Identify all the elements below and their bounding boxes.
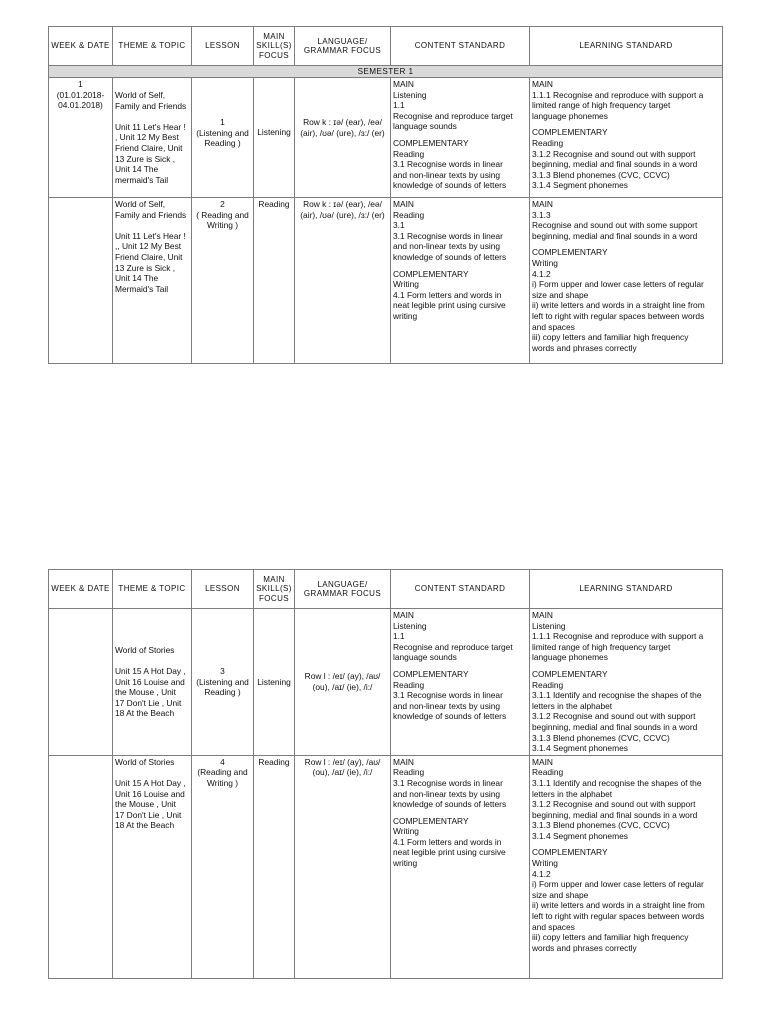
- header-row: [49, 570, 723, 609]
- header-learning: LEARNING STANDARD: [530, 570, 723, 609]
- header-lesson: LESSON: [192, 27, 254, 66]
- skill-cell: Listening: [254, 609, 295, 756]
- theme-cell: World of Self, Family and Friends Unit 11 Let's Hear ! ,, Unit 12 My Best Friend Claire, Unit 13 Zure is Sick , Unit 14 The Mermaid's Tail: [113, 198, 192, 364]
- theme-cell: World of Self, Family and Friends Unit 11 Let's Hear ! , Unit 12 My Best Friend Claire, Unit 13 Zure is Sick , Unit 14 The mermaid's Tail: [113, 78, 192, 198]
- table-row: [49, 609, 723, 756]
- skill-cell: Reading: [254, 755, 295, 978]
- learning-standard-cell: [530, 198, 723, 364]
- header-language: LANGUAGE/ GRAMMAR FOCUS: [295, 27, 391, 66]
- week-cell: 1 (01.01.2018- 04.01.2018): [49, 78, 113, 198]
- learning-main: MAIN 1.1.1 Recognise and reproduce with support a limited range of high frequency target language phonemes: [532, 79, 704, 121]
- lesson-cell: 2 ( Reading and Writing ): [192, 198, 254, 364]
- content-complementary: COMPLEMENTARY Reading 3.1 Recognise words in linear and non-linear texts by using knowledge of sounds of letters: [393, 137, 507, 191]
- content-main: MAIN Reading 3.1 3.1 Recognise words in linear and non-linear texts by using knowledge of sounds of letters: [393, 199, 507, 262]
- week-cell-empty: [49, 198, 113, 364]
- learning-main: MAIN 3.1.3 Recognise and sound out with some support beginning, medial and final sounds in a word: [532, 199, 698, 241]
- content-complementary: COMPLEMENTARY Writing 4.1 Form letters and words in neat legible print using cursive writing: [393, 815, 506, 869]
- language-cell: Row k : ɪə/ (ear), /eə/ (air), /ʊə/ (ure), /ɜ:/ (er): [295, 78, 391, 198]
- table-row: [49, 755, 723, 978]
- lesson-cell: 3 (Listening and Reading ): [192, 609, 254, 756]
- content-main: MAIN Listening 1.1 Recognise and reproduce target language sounds: [393, 79, 513, 132]
- lesson-plan-table-1: [48, 26, 723, 364]
- learning-standard-cell: [530, 755, 723, 978]
- content-standard-cell: [391, 198, 530, 364]
- theme-cell: World of Stories Unit 15 A Hot Day , Unit 16 Louise and the Mouse , Unit 17 Don't Lie , Unit 18 At the Beach: [113, 609, 192, 756]
- learning-main: MAIN Listening 1.1.1 Recognise and reproduce with support a limited range of high frequency target language phonemes: [532, 610, 704, 663]
- header-skill: MAIN SKILL(S) FOCUS: [254, 27, 295, 66]
- theme-cell: World of Stories Unit 15 A Hot Day , Unit 16 Louise and the Mouse , Unit 17 Don't Lie , Unit 18 At the Beach: [113, 755, 192, 978]
- skill-cell: Reading: [254, 198, 295, 364]
- header-theme: THEME & TOPIC: [113, 570, 192, 609]
- learning-main: MAIN Reading 3.1.1 Identify and recognise the shapes of the letters in the alphabet 3.1.2 Recognise and sound out with support beginning, medial and final sounds in a word 3.1.3 Blend phonemes (CVC, CCVC) 3.1.4 Segment phonemes: [532, 756, 702, 841]
- learning-standard-cell: [530, 609, 723, 756]
- learning-complementary: COMPLEMENTARY Writing 4.1.2 i) Form upper and lower case letters of regular size and shape ii) write letters and words in a straight line from left to right with regular spaces between words and spaces iii) copy letters and familiar high frequency words and phrases correctly: [532, 247, 705, 353]
- semester-row: [49, 66, 723, 78]
- header-week: WEEK & DATE: [49, 27, 113, 66]
- language-cell: Row k : ɪə/ (ear), /eə/ (air), /ʊə/ (ure), /ɜ:/ (er): [295, 198, 391, 364]
- learning-standard-cell: [530, 78, 723, 198]
- learning-complementary: COMPLEMENTARY Reading 3.1.2 Recognise and sound out with support beginning, medial and final sounds in a word 3.1.3 Blend phonemes (CVC, CCVC) 3.1.4 Segment phonemes: [532, 127, 698, 191]
- content-main: MAIN Listening 1.1 Recognise and reproduce target language sounds: [393, 610, 513, 663]
- header-language: LANGUAGE/ GRAMMAR FOCUS: [295, 570, 391, 609]
- header-theme: THEME & TOPIC: [113, 27, 192, 66]
- content-complementary: COMPLEMENTARY Reading 3.1 Recognise words in linear and non-linear texts by using knowledge of sounds of letters: [393, 668, 507, 722]
- header-content: CONTENT STANDARD: [391, 570, 530, 609]
- header-content: CONTENT STANDARD: [391, 27, 530, 66]
- content-standard-cell: [391, 755, 530, 978]
- week-cell-empty: [49, 755, 113, 978]
- table-row: [49, 198, 723, 364]
- header-skill: MAIN SKILL(S) FOCUS: [254, 570, 295, 609]
- header-lesson: LESSON: [192, 570, 254, 609]
- content-standard-cell: [391, 78, 530, 198]
- learning-complementary: COMPLEMENTARY Writing 4.1.2 i) Form upper and lower case letters of regular size and shape ii) write letters and words in a straight line from left to right with regular spaces between words and spaces iii) copy letters and familiar high frequency words and phrases correctly: [532, 847, 705, 953]
- week-cell-empty: [49, 609, 113, 756]
- content-complementary: COMPLEMENTARY Writing 4.1 Form letters and words in neat legible print using cursive writing: [393, 268, 506, 321]
- skill-cell: Listening: [254, 78, 295, 198]
- lesson-cell: 1 (Listening and Reading ): [192, 78, 254, 198]
- content-main: MAIN Reading 3.1 Recognise words in linear and non-linear texts by using knowledge of sounds of letters: [393, 756, 507, 810]
- header-week: WEEK & DATE: [49, 570, 113, 609]
- lesson-plan-table-2: [48, 569, 723, 979]
- header-row: [49, 27, 723, 66]
- header-learning: LEARNING STANDARD: [530, 27, 723, 66]
- language-cell: Row l : /eɪ/ (ay), /aʊ/ (ou), /aɪ/ (ie), /i:/: [295, 609, 391, 756]
- learning-complementary: COMPLEMENTARY Reading 3.1.1 Identify and recognise the shapes of the letters in the alphabet 3.1.2 Recognise and sound out with support beginning, medial and final sounds in a word 3.1.3 Blend phonemes (CVC, CCVC) 3.1.4 Segment phonemes: [532, 668, 702, 754]
- table-row: [49, 78, 723, 198]
- semester-label: SEMESTER 1: [49, 66, 723, 78]
- language-cell: Row l : /eɪ/ (ay), /aʊ/ (ou), /aɪ/ (ie), /i:/: [295, 755, 391, 978]
- content-standard-cell: [391, 609, 530, 756]
- lesson-cell: 4 (Reading and Writing ): [192, 755, 254, 978]
